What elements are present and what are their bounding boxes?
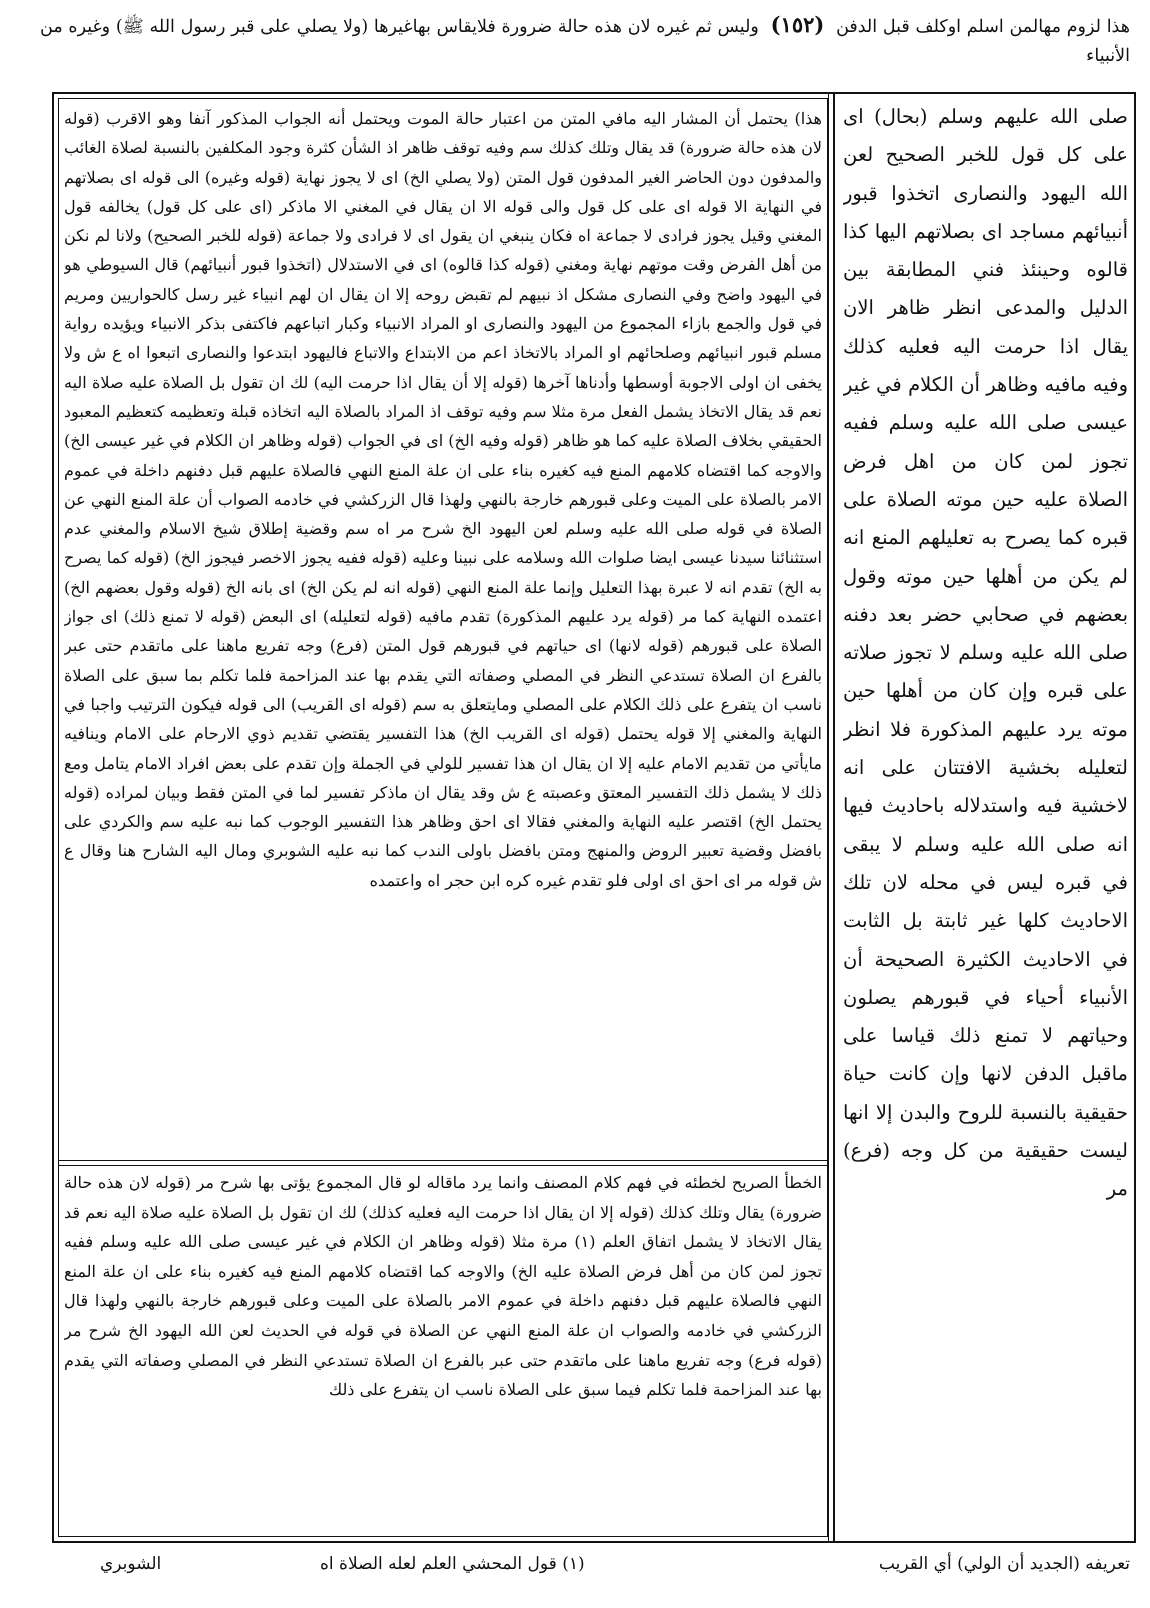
signature: الشوبري — [100, 1554, 162, 1574]
section-separator-thin — [58, 1165, 828, 1166]
header-text-right: هذا لزوم مهالمن اسلم اوكلف قبل الدفن — [836, 17, 1130, 37]
side-continuation: تعريفه (الجديد أن الولي) أي القريب — [878, 1554, 1130, 1574]
page-header — [40, 10, 1130, 92]
footnote: (١) قول المحشي العلم لعله الصلاة اه — [320, 1554, 585, 1574]
header-text-left: وليس ثم غيره لان هذه حالة ضرورة فلايقاس بهاغيرها (ولا يصلي على قبر رسول الله ﷺ) وغيره من الأنبياء — [40, 17, 1130, 66]
side-column-text: صلى الله عليهم وسلم (بحال) اى على كل قول للخبر الصحيح لعن الله اليهود والنصارى اتخذوا قبور أنبيائهم مساجد اى بصلاتهم اليها كذا قالوه وحينئذ فني المطابقة بين الدليل والمدعى انظر ظاهر الان يقال اذا حرمت اليه فعليه كذلك وفيه مافيه وظاهر أن الكلام في غير عيسى صلى الله عليه وسلم ففيه تجوز لمن كان من اهل فرض الصلاة عليه حين موته الصلاة على قبره كما يصرح به تعليلهم المنع انه لم يكن من أهلها حين موته وقول بعضهم في صحابي حضر بعد دفنه صلى الله عليه وسلم لا تجوز صلاته على قبره وإن كان من أهلها حين موته يرد عليهم المذكورة فلا انظر لتعليله بخشية الافتتان على انه لاخشية فيه واستدلاله باحاديث فيها انه صلى الله عليه وسلم لا يبقى في قبره ليس في محله لان تلك الاحاديث كلها غير ثابتة بل الثابت في الاحاديث الكثيرة الصحيحة أن الأنبياء أحياء في قبورهم يصلون وحياتهم لا تمنع ذلك قياسا على ماقبل الدفن لانها وإن كانت حياة حقيقية بالنسبة للروح والبدن إلا انها ليست حقيقية من كل وجه (فرع) مر — [843, 105, 1128, 1201]
page-number: (١٥٢) — [770, 12, 825, 37]
commentary-lower: الخطأ الصريح لخطئه في فهم كلام المصنف وانما يرد ماقاله لو قال المجموع يؤتى بها شرح مر (قوله لان هذه حالة ضرورة) يقال وتلك كذلك (قوله إلا ان يقال اذا حرمت اليه فعليه كذلك) لك ان تقول بل الصلاة عليه صلاة اليه نعم قد يقال الاتخاذ لا يشمل اتفاق العلم (١) مرة مثلا (قوله وظاهر ان الكلام في غير عيسى صلى الله عليه وسلم ففيه تجوز لمن كان من أهل فرض الصلاة عليه الخ) والاوجه كما اقتضاه كلامهم المنع فيه كغيره بناء على ان علة المنع النهي فالصلاة عليهم قبل دفنهم داخلة في عموم الامر بالصلاة على الميت وعلى قبورهم خارجة بالنهي ولهذا قال الزركشي في خادمه والصواب ان علة المنع النهي عن الصلاة في قوله في الحديث لعن الله اليهود الخ شرح مر (قوله فرع) وجه تفريع ماهنا على ماتقدم حتى عبر بالفرع ان الصلاة تستدعي النظر في المصلي وصفاته التي يقدم بها عند المزاحمة فلما تكلم فيما سبق على الصلاة ناسب ان يتفرع على ذلك — [64, 1173, 822, 1400]
column-divider-thin — [828, 92, 829, 1541]
column-divider — [833, 92, 835, 1541]
commentary-upper: هذا) يحتمل أن المشار اليه مافي المتن من اعتبار حالة الموت ويحتمل أنه الجواب المذكور آنفا وهو الاقرب (قوله لان هذه حالة ضرورة) قد يقال وتلك كذلك سم وفيه توقف ظاهر اذ الشأن كثرة وجود المكلفين بالنسبة لصلاة الغائب والمدفون دون الحاضر الغير المدفون قول المتن (ولا يصلي الخ) اى لا يجوز نهاية (قوله وغيره) الى قوله اى بصلاتهم في النهاية الا قوله اى على كل قول والى قوله الا ان يقال في المغني الا ماذكر (اى على كل قول) يخالفه قول المغني وقيل يجوز فرادى لا جماعة اه فكان ينبغي ان يقول اى لا فرادى ولا جماعة (قوله للخبر الصحيح) ولانا لم نكن من أهل الفرض وقت موتهم نهاية ومغني (قوله كذا قالوه) اى في الاستدلال (اتخذوا قبور أنبيائهم) قال السيوطي هو في اليهود واضح وفي النصارى مشكل اذ نبيهم لم تقبض روحه إلا ان يقال ان لهم انبياء غير رسل كالحواريين ومريم في قول والجمع بازاء المجموع من اليهود والنصارى او المراد الانبياء وكبار اتباعهم فاكتفى بذكر الانبياء ويؤيده رواية مسلم قبور انبيائهم وصلحائهم او المراد بالاتخاذ اعم من الابتداع والاتباع فاليهود ابتدعوا والنصارى اتبعوا اه ع ش ولا يخفى ان اولى الاجوبة أوسطها وأدناها آخرها (قوله إلا أن يقال اذا حرمت اليه) لك ان تقول بل الصلاة عليه صلاة اليه نعم قد يقال الاتخاذ يشمل الفعل مرة مثلا سم وفيه توقف اذ المراد بالصلاة اليه اتخاذه قبلة وتعظيمه كتعظيم المعبود الحقيقي بخلاف الصلاة عليه كما هو ظاهر (قوله وفيه الخ) اى في الجواب (قوله وظاهر ان الكلام في غير عيسى الخ) والاوجه كما اقتضاه كلامهم المنع فيه كغيره بناء على ان علة المنع النهي فالصلاة عليهم قبل دفنهم داخلة في عموم الامر بالصلاة على الميت وعلى قبورهم خارجة بالنهي ولهذا قال الزركشي في خادمه الصواب أن علة المنع النهي عن الصلاة في قوله صلى الله عليه وسلم لعن اليهود الخ شرح مر اه سم وقضية إطلاق شيخ الاسلام والمغني عدم استثنائنا سيدنا عيسى ايضا صلوات الله وسلامه على نبينا وعليه (قوله ففيه يجوز الاخصر فيجوز الخ) (قوله كما يصرح به الخ) تقدم انه لا عبرة بهذا التعليل وإنما علة المنع النهي (قوله انه لم يكن الخ) اى بانه الخ (قوله وقول بعضهم الخ) اعتمده النهاية كما مر (قوله يرد عليهم المذكورة) تقدم مافيه (قوله لتعليله) اى البعض (قوله لا تمنع ذلك) اى جواز الصلاة على قبورهم (قوله لانها) اى حياتهم في قبورهم قول المتن (فرع) وجه تفريع ماهنا على ماتقدم حتى عبر بالفرع ان الصلاة تستدعي النظر في المصلي وصفاته التي يقدم بها عند المزاحمة فلما تكلم بما سبق على الصلاة ناسب ان يتفرع على ذلك الكلام على المصلي ومايتعلق به سم (قوله اى القريب) الى قوله فيكون الترتيب واجبا في النهاية والمغني إلا قوله يحتمل (قوله اى القريب الخ) هذا التفسير يقتضي تقديم ذوي الارحام على الامام وينافيه مايأتي من تقديم الامام عليه إلا ان يقال ان هذا تفسير للولي في الجملة وإن تقدم على بعض افراد الامام يتامل ومع ذلك لا يشمل ذلك التفسير المعتق وعصبته ع ش وقد يقال ان ماذكر تفسير لما في المتن فقط وبيان لمراده (قوله يحتمل الخ) اقتصر عليه النهاية والمغني فقالا اى احق وظاهر هذا التفسير الوجوب كما نبه عليه سم والكردي على بافضل وقضية تعبير الروض والمنهج ومتن بافضل باولى الندب كما نبه عليه الشوبري ومال اليه الشارح هنا وقال ع ش قوله مر اى احق اى اولى فلو تقدم غيره كره ابن حجر اه واعتمده — [64, 109, 822, 890]
page-footer — [60, 1548, 1130, 1588]
section-separator — [58, 1160, 828, 1161]
